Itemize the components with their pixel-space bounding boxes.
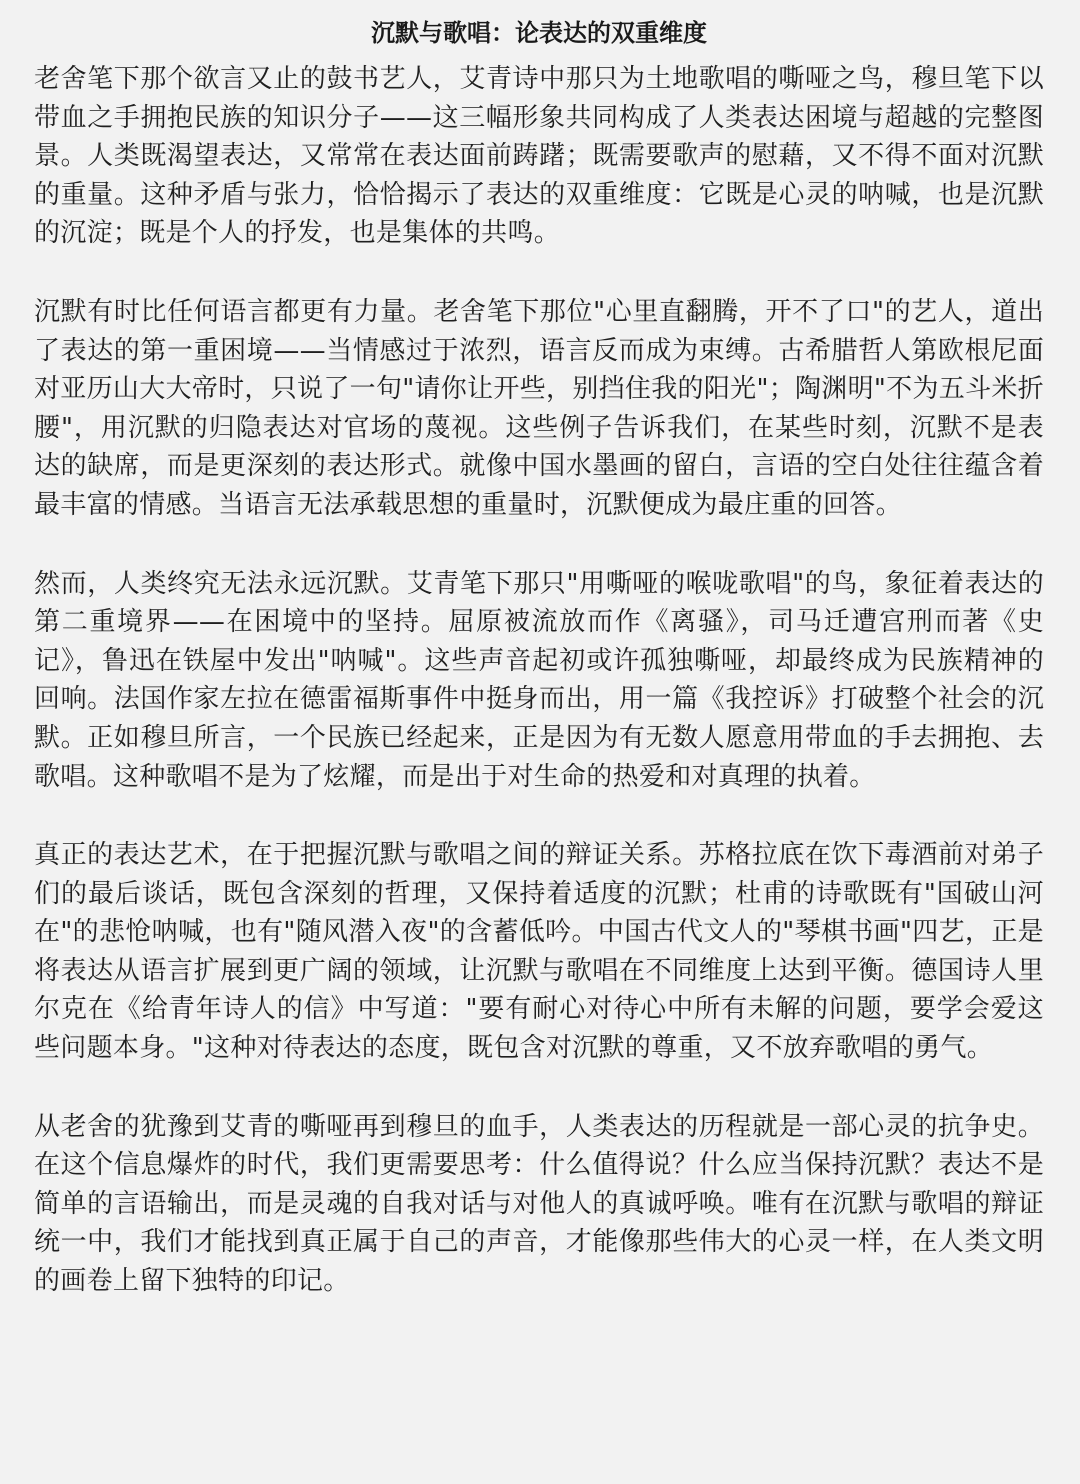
paragraph-5: 从老舍的犹豫到艾青的嘶哑再到穆旦的血手，人类表达的历程就是一部心灵的抗争史。在这个信息爆炸的时代，我们更需要思考：什么值得说？什么应当保持沉默？表达不是简单的言语输出，而是灵魂的自我对话与对他人的真诚呼唤。唯有在沉默与歌唱的辩证统一中，我们才能找到真正属于自己的声音，才能像那些伟大的心灵一样，在人类文明的画卷上留下独特的印记。 [34, 1111, 1044, 1297]
paragraph-3: 然而，人类终究无法永远沉默。艾青笔下那只"用嘶哑的喉咙歌唱"的鸟，象征着表达的第二重境界——在困境中的坚持。屈原被流放而作《离骚》，司马迁遭宫刑而著《史记》，鲁迅在铁屋中发出"呐喊"。这些声音起初或许孤独嘶哑，却最终成为民族精神的回响。法国作家左拉在德雷福斯事件中挺身而出，用一篇《我控诉》打破整个社会的沉默。正如穆旦所言，一个民族已经起来，正是因为有无数人愿意用带血的手去拥抱、去歌唱。这种歌唱不是为了炫耀，而是出于对生命的热爱和对真理的执着。 [34, 568, 1044, 792]
paragraph-2: 沉默有时比任何语言都更有力量。老舍笔下那位"心里直翻腾，开不了口"的艺人，道出了表达的第一重困境——当情感过于浓烈，语言反而成为束缚。古希腊哲人第欧根尼面对亚历山大大帝时，只说了一句"请你让开些，别挡住我的阳光"；陶渊明"不为五斗米折腰"，用沉默的归隐表达对官场的蔑视。这些例子告诉我们，在某些时刻，沉默不是表达的缺席，而是更深刻的表达形式。就像中国水墨画的留白，言语的空白处往往蕴含着最丰富的情感。当语言无法承载思想的重量时，沉默便成为最庄重的回答。 [34, 296, 1044, 520]
essay-title: 沉默与歌唱：论表达的双重维度 [371, 19, 707, 47]
paragraph-4: 真正的表达艺术，在于把握沉默与歌唱之间的辩证关系。苏格拉底在饮下毒酒前对弟子们的最后谈话，既包含深刻的哲理，又保持着适度的沉默；杜甫的诗歌既有"国破山河在"的悲怆呐喊，也有"随风潜入夜"的含蓄低吟。中国古代文人的"琴棋书画"四艺，正是将表达从语言扩展到更广阔的领域，让沉默与歌唱在不同维度上达到平衡。德国诗人里尔克在《给青年诗人的信》中写道："要有耐心对待心中所有未解的问题，要学会爱这些问题本身。"这种对待表达的态度，既包含对沉默的尊重，又不放弃歌唱的勇气。 [34, 840, 1044, 1064]
paragraph-1: 老舍笔下那个欲言又止的鼓书艺人，艾青诗中那只为土地歌唱的嘶哑之鸟，穆旦笔下以带血之手拥抱民族的知识分子——这三幅形象共同构成了人类表达困境与超越的完整图景。人类既渴望表达，又常常在表达面前踌躇；既需要歌声的慰藉，又不得不面对沉默的重量。这种矛盾与张力，恰恰揭示了表达的双重维度：它既是心灵的呐喊，也是沉默的沉淀；既是个人的抒发，也是集体的共鸣。 [34, 64, 1044, 249]
